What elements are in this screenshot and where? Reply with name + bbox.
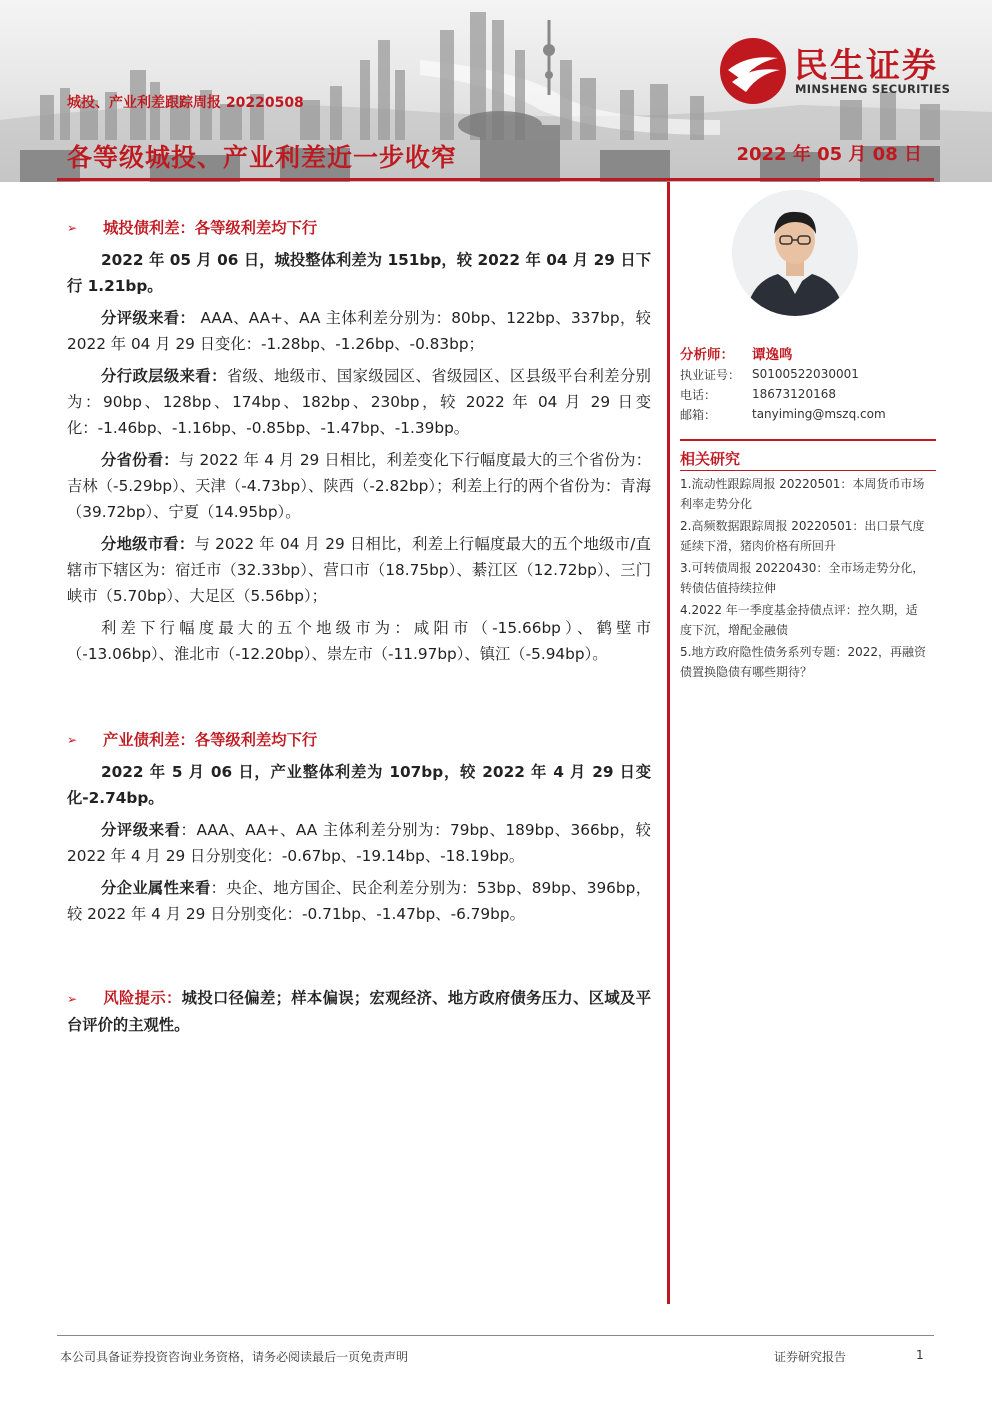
- chengtou-city-paragraph: [67, 531, 651, 609]
- risk-label: 风险提示：: [103, 989, 182, 1007]
- chevron-right-icon: ➢: [67, 992, 78, 1006]
- chengtou-rating-paragraph: [67, 305, 651, 357]
- industry-ownership-paragraph: [67, 875, 651, 927]
- section-heading-chengtou: [67, 215, 651, 241]
- report-title: 各等级城投、产业利差近一步收窄: [67, 143, 458, 172]
- chevron-right-icon: ➢: [67, 221, 78, 235]
- footer-divider: [57, 1335, 934, 1336]
- related-title-underline: [680, 470, 936, 471]
- paragraph-label: 分评级来看：: [101, 309, 196, 327]
- footer-report-type: 证券研究报告: [774, 1350, 847, 1364]
- paragraph-label: 分行政层级来看：: [101, 367, 227, 385]
- section-heading-text: 产业债利差：各等级利差均下行: [103, 731, 318, 749]
- related-research-item[interactable]: 4.2022 年一季度基金持债点评：控久期，适度下沉，增配金融债: [680, 603, 918, 637]
- phone-label: 电话：: [680, 387, 717, 402]
- paragraph-text: 与 2022 年 4 月 29 日相比，利差变化下行幅度最大的三个省份为：吉林（-5.29bp）、天津（-4.73bp）、陕西（-2.82bp）；利差上行的两个省份为：青海（39.72bp）、宁夏（14.95bp）。: [67, 451, 651, 521]
- email-value: tanyiming@mszq.com: [752, 407, 886, 421]
- analyst-phone-row: [680, 384, 936, 404]
- cert-value: S0100522030001: [752, 367, 859, 381]
- logo-en-text: MINSHENG SECURITIES: [795, 82, 951, 96]
- analyst-avatar-icon: [732, 190, 858, 316]
- analyst-info: [680, 342, 936, 424]
- report-date: 2022 年 05 月 08 日: [736, 144, 922, 165]
- paragraph-label: 分省份看：: [101, 451, 179, 469]
- paragraph-label: 分评级来看: [101, 821, 181, 839]
- email-label: 邮箱：: [680, 407, 717, 422]
- risk-warning: [67, 985, 651, 1038]
- logo-cn-text: 民生证券: [794, 46, 938, 86]
- analyst-cert-row: [680, 364, 936, 384]
- risk-text: 城投口径偏差；样本偏误；宏观经济、地方政府债务压力、区域及平台评价的主观性。: [67, 989, 651, 1034]
- analyst-label: 分析师：: [680, 347, 734, 363]
- chevron-right-icon: ➢: [67, 733, 78, 747]
- paragraph-label: 分企业属性来看: [101, 879, 211, 897]
- related-research-item[interactable]: 2.高频数据跟踪周报 20220501：出口景气度延续下滑，猪肉价格有所回升: [680, 519, 925, 553]
- industry-rating-paragraph: [67, 817, 651, 869]
- sidebar-divider: [680, 439, 936, 441]
- section-heading-text: 城投债利差：各等级利差均下行: [103, 219, 318, 237]
- page-number: 1: [916, 1348, 924, 1362]
- header-banner: [0, 0, 992, 182]
- main-column: [67, 215, 651, 1038]
- footer-disclaimer: 本公司具备证券投资咨询业务资格，请务必阅读最后一页免责声明: [60, 1350, 409, 1364]
- related-research-list: [680, 474, 928, 684]
- analyst-name-row: [680, 342, 936, 364]
- paragraph-text: ：央企、地方国企、民企利差分别为：53bp、89bp、396bp，较 2022 年 4 月 29 日分别变化：-0.71bp、-1.47bp、-6.79bp。: [67, 879, 651, 923]
- column-divider: [667, 182, 670, 1304]
- paragraph-text: 与 2022 年 04 月 29 日相比，利差上行幅度最大的五个地级市/直辖市下辖区为：宿迁市（32.33bp）、营口市（18.75bp）、綦江区（12.72bp）、三门峡市（5.70bp）、大足区（5.56bp）；: [67, 535, 651, 605]
- chengtou-admin-paragraph: [67, 363, 651, 441]
- chengtou-city-down-paragraph: 利差下行幅度最大的五个地级市为：咸阳市（-15.66bp）、鹤壁市（-13.06bp）、淮北市（-12.20bp）、崇左市（-11.97bp）、镇江（-5.94bp）。: [67, 619, 651, 663]
- report-series: 城投、产业利差跟踪周报 20220508: [67, 95, 304, 111]
- header-divider: [57, 178, 934, 181]
- paragraph-text: AAA、AA+、AA 主体利差分别为：80bp、122bp、337bp，较 2022 年 04 月 29 日变化：-1.28bp、-1.26bp、-0.83bp；: [67, 309, 651, 353]
- minsheng-logo: [718, 36, 968, 108]
- paragraph-text: ：AAA、AA+、AA 主体利差分别为：79bp、189bp、366bp，较 2022 年 4 月 29 日分别变化：-0.67bp、-19.14bp、-18.19bp。: [67, 821, 651, 865]
- analyst-photo: [732, 190, 858, 316]
- paragraph-text: 省级、地级市、国家级园区、省级园区、区县级平台利差分别为：90bp、128bp、174bp、182bp、230bp，较 2022 年 04 月 29 日变化：-1.46bp、-1.16bp、-0.85bp、-1.47bp、-1.39bp。: [67, 367, 651, 437]
- related-research-item[interactable]: 3.可转债周报 20220430：全市场走势分化，转债估值持续拉伸: [680, 561, 925, 595]
- related-research-item[interactable]: 5.地方政府隐性债务系列专题：2022，再融资债置换隐债有哪些期待？: [680, 645, 926, 679]
- minsheng-logo-icon: [718, 36, 788, 106]
- related-research-title: 相关研究: [680, 450, 741, 468]
- analyst-name: 谭逸鸣: [752, 347, 793, 363]
- chengtou-province-paragraph: [67, 447, 651, 525]
- paragraph-label: 分地级市看：: [101, 535, 195, 553]
- industry-summary: 2022 年 5 月 06 日，产业整体利差为 107bp，较 2022 年 4 月 29 日变化-2.74bp。: [67, 763, 651, 807]
- analyst-email-row: [680, 404, 936, 424]
- section-heading-industry: [67, 727, 651, 753]
- cert-label: 执业证号：: [680, 367, 741, 382]
- chengtou-summary: 2022 年 05 月 06 日，城投整体利差为 151bp，较 2022 年 04 月 29 日下行 1.21bp。: [67, 251, 651, 295]
- related-research-item[interactable]: 1.流动性跟踪周报 20220501：本周货币市场利率走势分化: [680, 477, 925, 511]
- phone-value: 18673120168: [752, 387, 836, 401]
